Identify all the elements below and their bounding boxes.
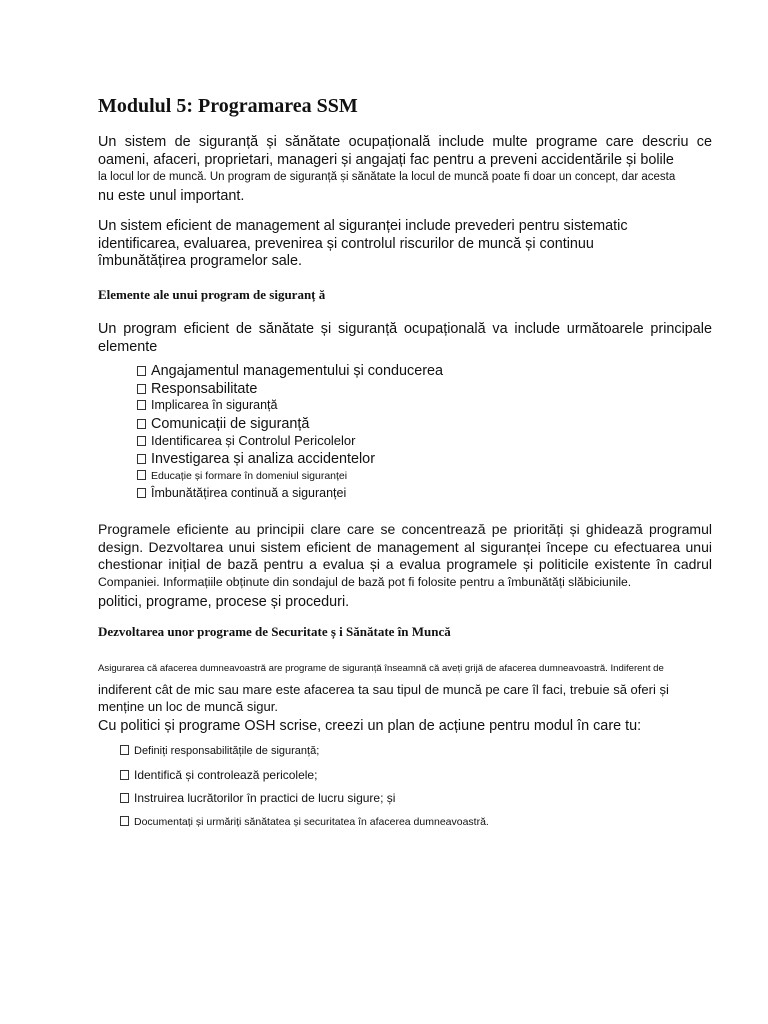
bullet-box-icon — [120, 770, 129, 780]
assurance-paragraph — [98, 660, 718, 735]
assurance-line-1: Asigurarea că afacerea dumneavoastră are programe de siguranță înseamnă că aveți grijă de afacerea dumneavoastră. Indiferent de — [98, 663, 664, 674]
assurance-line-3: menține un loc de muncă sigur. — [98, 699, 278, 714]
management-line-2: identificarea, evaluarea, prevenirea și controlul riscurilor de muncă și continuu — [98, 235, 594, 252]
intro-paragraph — [98, 134, 712, 205]
elements-intro-line-1: Un program eficient de sănătate și siguranță ocupațională va include următoarele principale — [98, 321, 712, 337]
programs-paragraph — [98, 521, 712, 612]
bullet-box-icon — [137, 454, 146, 464]
programs-line-4: Companiei. Informațiile obținute din sondajul de bază pot fi folosite pentru a îmbunătăți slăbiciunile. — [98, 574, 632, 589]
programs-line-3: chestionar inițial de bază pentru a evalua și a evalua programele și politicile existente în cadrul — [98, 556, 712, 572]
elements-intro-line-2: elemente — [98, 338, 158, 355]
list-item: Documentați și urmăriți sănătatea și securitatea în afacerea dumneavoastră. — [120, 815, 489, 839]
list-item: Identifică și controlează pericolele; — [120, 768, 489, 792]
management-paragraph — [98, 218, 712, 271]
list-item: Implicarea în siguranță — [137, 398, 443, 416]
bullet-box-icon — [120, 816, 129, 826]
list-item: Îmbunătățirea continuă a siguranței — [137, 486, 443, 504]
list-item: Angajamentul managementului și conducerea — [137, 363, 443, 381]
section-heading-elements: Elemente ale unui program de siguranț ă — [98, 287, 326, 302]
intro-line-2: oameni, afaceri, proprietari, manageri și angajați fac pentru a preveni accidentările și bolile — [98, 151, 674, 168]
bullet-box-icon — [137, 400, 146, 410]
programs-line-5: politici, programe, procese și proceduri. — [98, 594, 350, 610]
programs-line-2: design. Dezvoltarea unui sistem eficient de management al siguranței începe cu efectuarea unui — [98, 538, 712, 555]
bullet-box-icon — [137, 384, 146, 394]
elements-list — [137, 363, 443, 504]
assurance-line-4: Cu politici și programe OSH scrise, creezi un plan de acțiune pentru modul în care tu: — [98, 717, 642, 734]
elements-intro-paragraph — [98, 321, 712, 356]
programs-line-1: Programele eficiente au principii clare care se concentrează pe priorități și ghidează programul — [98, 521, 712, 537]
bullet-box-icon — [137, 488, 146, 498]
actions-list — [120, 744, 489, 838]
page-title: Modulul 5: Programarea SSM — [98, 95, 358, 117]
list-item: Identificarea și Controlul Pericolelor — [137, 433, 443, 451]
list-item: Responsabilitate — [137, 381, 443, 399]
list-item: Definiți responsabilitățile de siguranță; — [120, 744, 489, 768]
bullet-box-icon — [137, 419, 146, 429]
bullet-box-icon — [137, 436, 146, 446]
list-item: Investigarea și analiza accidentelor — [137, 451, 443, 469]
list-item: Instruirea lucrătorilor în practici de lucru sigure; și — [120, 791, 489, 815]
management-line-3: îmbunătățirea programelor sale. — [98, 253, 302, 269]
intro-line-3: la locul lor de muncă. Un program de siguranță și sănătate la locul de muncă poate fi doar un concept, dar acesta — [98, 171, 676, 183]
bullet-box-icon — [137, 470, 146, 480]
bullet-box-icon — [120, 793, 129, 803]
management-line-1: Un sistem eficient de management al siguranței include prevederi pentru sistematic — [98, 218, 628, 234]
intro-line-1: Un sistem de siguranță și sănătate ocupațională include multe programe care descriu ce — [98, 134, 712, 150]
assurance-line-2: indiferent cât de mic sau mare este afacerea ta sau tipul de muncă pe care îl faci, trebuie să oferi și — [98, 681, 669, 697]
bullet-box-icon — [120, 745, 129, 755]
section-heading-osh: Dezvoltarea unor programe de Securitate ș i Sănătate în Muncă — [98, 624, 451, 639]
bullet-box-icon — [137, 366, 146, 376]
list-item: Educație și formare în domeniul siguranței — [137, 469, 443, 487]
list-item: Comunicații de siguranță — [137, 416, 443, 434]
intro-line-4: nu este unul important. — [98, 187, 245, 204]
